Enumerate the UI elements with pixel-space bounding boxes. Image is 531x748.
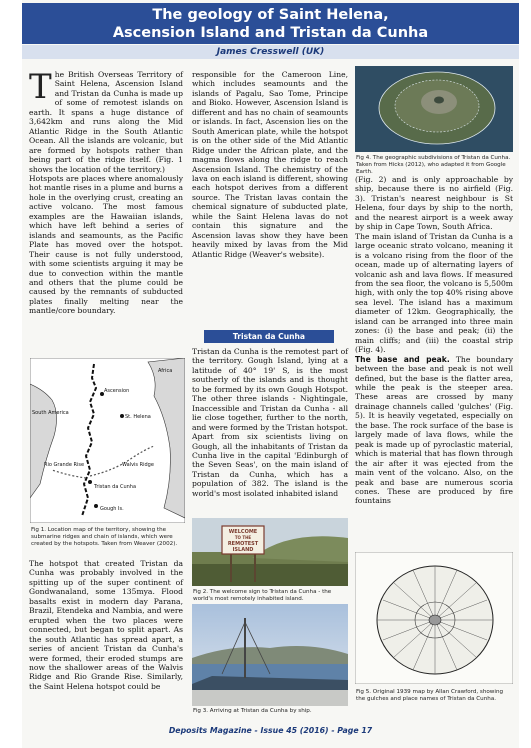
label-st-helena: St. Helena <box>125 414 151 420</box>
column-2 <box>192 70 348 259</box>
drop-cap: T <box>29 67 52 107</box>
author-byline: James Cresswell (UK) <box>22 45 519 59</box>
column-1 <box>29 67 183 316</box>
label-gough: Gough Is. <box>100 506 124 512</box>
label-south-america: South America <box>32 410 69 416</box>
base-peak-paragraph: The base and peak. The boundary between the base and peak is not well defined, but the base is the flatter area, while the peak is the steeper area. These areas are crossed by many drainage channels called 'gulches' (Fig. 5). It is heavily vegetated, especially on the base. The rock surface of the base is largely made of lava flows, while the peak is made up of pyroclastic material, which is material that has flown through the air after it was ejected from the main vent of the volcano. Also, on the peak and base are numerous scoria cones. These are produced by fire fountains <box>355 354 513 506</box>
hotspot-paragraph: Hotspots are places where anomalously hot mantle rises in a plume and burns a hole in the overlying crust, creating an active volcano. The most famous examples are the Hawaiian islands, which have left behind a series of islands and seamounts, as the Pacific Plate has moved over the hotspot. Their cause is not fully understood, with some scientists arguing it may be due to convection within the mantle and others that the plume could be caused by the remnants of subducted plates finally melting near the mantle/core boundary. <box>29 173 183 316</box>
section-heading-tristan: Tristan da Cunha <box>204 330 334 343</box>
title-line-2: Ascension Island and Tristan da Cunha <box>112 25 429 41</box>
figure-5-crawford-map <box>355 552 513 684</box>
sign-line-1: WELCOME <box>228 529 258 535</box>
gondwana-paragraph: The hotspot that created Tristan da Cunha was probably involved in the spitting up of the super continent of Gondwanaland, some 135mya. Flood basalts exist in modern day Parana, Brazil, Etendeka and Nambia, and were erupted when the two places were connected, but began to split apart. As the south Atlantic has spread apart, a series of ancient Tristan da Cunha's were formed, their eroded stumps are now the shallower areas of the Walvis Ridge and Rio Grande Rise. Similarly, the Saint Helena hotspot could be <box>29 559 183 691</box>
figure-4-island-subdivisions <box>355 66 513 152</box>
sign-line-3: REMOTEST <box>227 541 259 547</box>
title-banner <box>22 3 519 44</box>
magazine-page <box>22 0 519 748</box>
label-ascension: Ascension <box>104 388 130 394</box>
base-peak-lead: The base and peak. <box>355 354 450 364</box>
stratovolcano-paragraph: The main island of Tristan da Cunha is a large oceanic strato volcano, meaning it is a volcano rising from the floor of the ocean, made up of alternating layers of volcanic ash and lava flows. If measured from the sea floor, the volcano is 5,500m high, with only the top 40% rising above sea level. The island has a maximum diameter of 12km. Geographically, the island can be arranged into three main zones: (i) the base and peak; (ii) the main cliffs; and (iii) the coastal strip (Fig. 4). <box>355 231 513 355</box>
sign-line-2: TO THE <box>234 535 252 540</box>
figure-2-caption: Fig 2. The welcome sign to Tristan da Cunha - the world's most remotely inhabited island. <box>193 589 332 602</box>
sign-line-4: ISLAND <box>232 547 254 553</box>
page-footer: Deposits Magazine - Issue 45 (2016) - Page 17 <box>168 726 373 735</box>
figure-3-ship-arrival-photo <box>192 604 348 706</box>
figure-2-welcome-sign-photo <box>192 518 348 586</box>
figure-4-caption: Fig 4. The geographic subdivisions of Tristan da Cunha. Taken from Hicks (2012), who adapted it from Google Earth. <box>356 155 511 175</box>
title-line-1: The geology of Saint Helena, <box>152 7 389 23</box>
column-1-continued <box>29 559 183 691</box>
label-rio-grande-rise: Rio Grande Rise <box>44 462 85 468</box>
figure-1-location-map <box>30 358 185 523</box>
approach-paragraph: (Fig. 2) and is only approachable by ship, because there is no airfield (Fig. 3). Tristan's nearest neighbour is St Helena, four days by ship to the north, and the nearest airport is a week away by ship in Cape Town, South Africa. <box>355 175 513 232</box>
label-walvis-ridge: Walvis Ridge <box>122 462 154 468</box>
figure-1-caption: Fig 1. Location map of the territory, showing the submarine ridges and chain of islands, which were created by the hotspots. Taken from Weaver (2002). <box>31 527 178 547</box>
label-tristan: Tristan da Cunha <box>94 484 137 490</box>
figure-5-caption: Fig 5. Original 1939 map by Allan Crawford, showing the gulches and place names of Tristan da Cunha. <box>356 689 504 702</box>
figure-3-caption: Fig 3. Arriving at Tristan da Cunha by ship. <box>193 708 312 714</box>
tristan-paragraph: Tristan da Cunha is the remotest part of the territory. Gough Island, lying at a latitude of 40° 19' S, is the most southerly of the islands and is thought to be formed by its own Gough Hotspot. The other three islands - Nightingale, Inaccessible and Tristan da Cunha - all lie close together, further to the north, and were formed by the Tristan hotspot. Apart from six scientists living on Gough, all the inhabitants of Tristan da Cunha live in the capital 'Edinburgh of the Seven Seas', on the main island of Tristan da Cunha, which has a population of 382. The island is the world's most isolated inhabited island <box>192 347 348 498</box>
cameroon-paragraph: responsible for the Cameroon Line, which includes seamounts and the islands of Pagalu, Sao Tome, Principe and Bioko. However, Ascension Island is different and has no chain of seamounts or islands. In fact, Ascension lies on the South American plate, while the hotspot is on the other side of the Mid Atlantic Ridge under the African plate, and the magma flows along the ridge to reach Ascension Island. The chemistry of the lava on each island is different, showing each hotspot derives from a different source. The Tristan lavas contain the chemical signature of subducted plate, while the Saint Helena lavas do not contain this signature and the Ascension lavas show they have been heavily mixed by lavas from the Mid Atlantic Ridge (Weaver's website). <box>192 70 348 259</box>
column-2-continued <box>192 347 348 498</box>
label-africa: Africa <box>158 368 173 374</box>
column-3 <box>355 175 513 506</box>
intro-paragraph: The British Overseas Territory of Saint Helena, Ascension Island and Tristan da Cunha is made up of some of remotest islands on earth. It spans a huge distance of 3,642km and runs along the Mid Atlantic Ridge in the South Atlantic Ocean. All the islands are volcanic, but are formed by hotspots rather than being part of the ridge itself. (Fig. 1 shows the location of the territory.) <box>29 67 183 174</box>
